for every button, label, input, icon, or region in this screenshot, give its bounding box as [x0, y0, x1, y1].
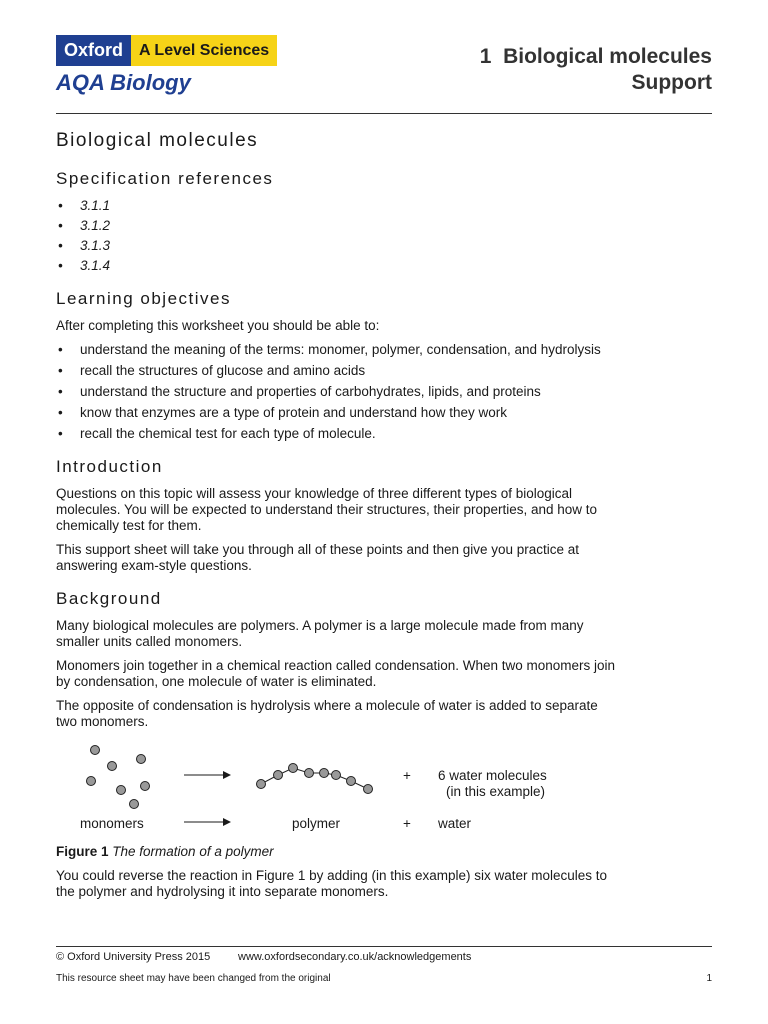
logo-series: A Level Sciences	[131, 35, 277, 66]
background-p3: The opposite of condensation is hydrolysis where a molecule of water is added to separate two monomers.	[56, 698, 598, 729]
background-heading: Background	[56, 589, 162, 608]
worksheet-body	[56, 128, 616, 908]
list-item: • understand the meaning of the terms: monomer, polymer, condensation, and hydrolysis	[56, 342, 616, 358]
list-item: • recall the chemical test for each type of molecule.	[56, 426, 616, 442]
water-example-note: (in this example)	[446, 784, 546, 799]
polymer-dots	[257, 764, 373, 794]
footer-copyright: © Oxford University Press 2015	[56, 951, 211, 963]
objectives-heading: Learning objectives	[56, 289, 231, 308]
caption-text: The formation of a polymer	[112, 844, 274, 859]
objectives-intro: After completing this worksheet you should be able to:	[56, 318, 380, 333]
footer-divider	[56, 946, 712, 947]
header-divider	[56, 113, 712, 114]
chapter-heading	[480, 44, 712, 96]
footer-note: This resource sheet may have been changed from the original	[56, 973, 331, 984]
list-item: • understand the structure and properties of carbohydrates, lipids, and proteins	[56, 384, 616, 400]
plus-sign-bottom: +	[403, 816, 411, 831]
page-title: Biological molecules	[56, 130, 259, 151]
footer-url: www.oxfordsecondary.co.uk/acknowledgements	[238, 951, 472, 963]
spec-heading: Specification references	[56, 169, 274, 188]
course-subtitle: AQA Biology	[56, 70, 191, 95]
background-p1: Many biological molecules are polymers. A polymer is a large molecule made from many smaller units called monomers.	[56, 618, 584, 649]
list-item: • know that enzymes are a type of protein and understand how they work	[56, 405, 616, 421]
monomers-label: monomers	[80, 816, 144, 831]
oxford-logo	[56, 35, 277, 66]
introduction-heading: Introduction	[56, 457, 163, 476]
closing-paragraph: You could reverse the reaction in Figure 1 by adding (in this example) six water molecules to the polymer and hydrolysing it into separate monomers.	[56, 868, 608, 899]
list-item: • recall the structures of glucose and amino acids	[56, 363, 616, 379]
introduction-p1: Questions on this topic will assess your knowledge of three different types of biological molecules. You will be expected to understand their structures, their properties, and how to chemically test for them.	[56, 486, 598, 533]
list-item: • 3.1.4	[56, 258, 616, 274]
list-item: • 3.1.3	[56, 238, 616, 254]
spec-list	[56, 198, 616, 274]
list-item: • 3.1.2	[56, 218, 616, 234]
water-molecules-label: 6 water molecules	[438, 768, 547, 783]
page-number: 1	[706, 973, 712, 984]
logo-oxford: Oxford	[56, 35, 131, 66]
chapter-title: 1 Biological molecules	[479, 45, 712, 68]
sheet-type: Support	[631, 71, 712, 94]
objectives-list	[56, 342, 616, 442]
polymer-figure	[56, 738, 616, 838]
figure-caption	[56, 844, 616, 860]
monomer-dots	[87, 746, 150, 809]
caption-number: Figure 1	[56, 844, 109, 859]
introduction-p2: This support sheet will take you through all of these points and then give you practice at answering exam-style questions.	[56, 542, 580, 573]
plus-sign-top: +	[403, 768, 411, 783]
polymer-label: polymer	[292, 816, 341, 831]
background-p2: Monomers join together in a chemical reaction called condensation. When two monomers join by condensation, one molecule of water is eliminated.	[56, 658, 616, 689]
water-label: water	[438, 816, 472, 831]
list-item: • 3.1.1	[56, 198, 616, 214]
